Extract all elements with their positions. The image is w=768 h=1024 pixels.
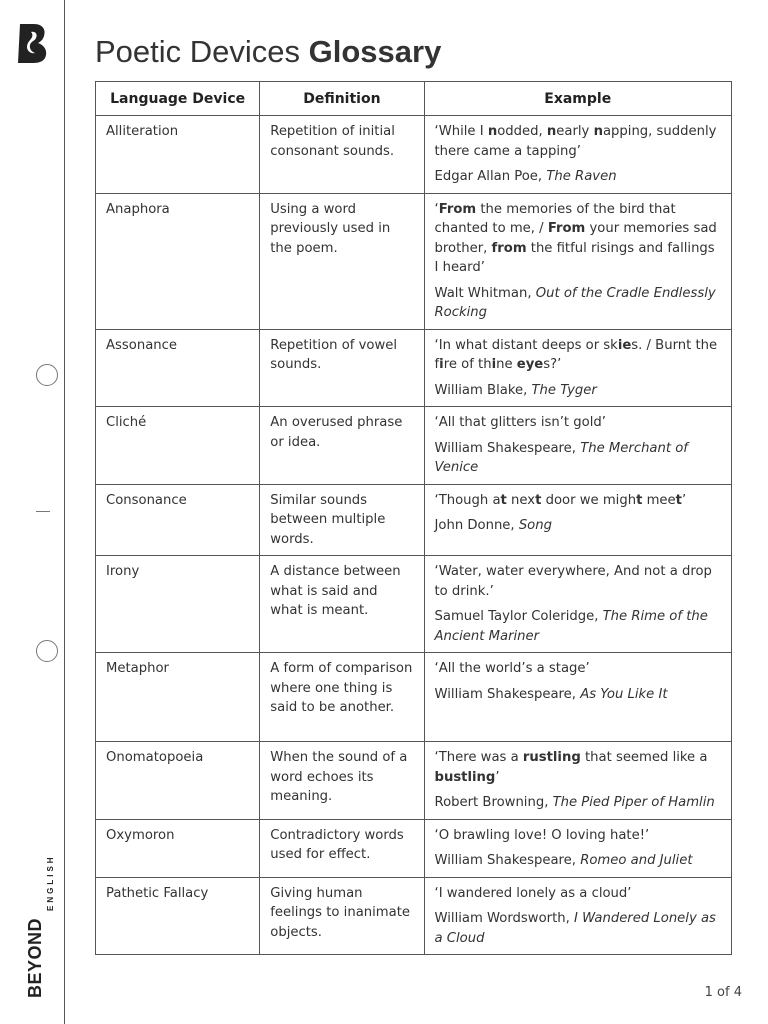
example-source	[435, 685, 722, 705]
example-quote: ‘All the world’s a stage’	[434, 661, 590, 676]
source-author: William Shakespeare,	[434, 440, 581, 456]
definition-cell: A distance between what is said and what is meant.	[260, 556, 424, 653]
definition-cell: When the sound of a word echoes its meaning.	[260, 742, 424, 820]
table-row	[96, 484, 732, 556]
example-quote: ‘There was a rustling that seemed like a bustling’	[434, 750, 708, 785]
table-header-row	[96, 82, 732, 116]
device-cell: Pathetic Fallacy	[96, 877, 260, 955]
table-row	[96, 556, 732, 653]
example-quote: ‘While I nodded, nearly napping, suddenly there came a tapping’	[434, 124, 717, 159]
device-cell: Onomatopoeia	[96, 742, 260, 820]
example-source	[435, 851, 722, 871]
device-cell: Assonance	[96, 329, 260, 407]
example-cell	[424, 407, 732, 485]
device-cell: Consonance	[96, 484, 260, 556]
example-quote: ‘From the memories of the bird that chanted to me, / From your memories sad brother, from the fitful risings and fallings I heard’	[434, 201, 717, 275]
example-quote: ‘All that glitters isn’t gold’	[434, 415, 606, 430]
example-cell	[424, 116, 732, 194]
device-cell: Anaphora	[96, 193, 260, 329]
example-source	[435, 607, 722, 646]
example-cell	[424, 556, 732, 653]
source-work-title: The Pied Piper of Hamlin	[552, 795, 715, 810]
source-work-title: Song	[518, 518, 552, 533]
page-title	[95, 34, 441, 70]
source-author: John Donne,	[434, 518, 519, 533]
example-source	[435, 439, 722, 478]
source-work-title: As You Like It	[580, 686, 668, 702]
title-bold: Glossary	[308, 34, 442, 69]
device-cell: Cliché	[96, 407, 260, 485]
definition-cell: Repetition of initial consonant sounds.	[260, 116, 424, 194]
definition-cell: Similar sounds between multiple words.	[260, 484, 424, 556]
definition-cell: Giving human feelings to inanimate objects.	[260, 877, 424, 955]
example-cell	[424, 819, 732, 877]
punch-hole-top	[36, 364, 58, 386]
example-quote: ‘Though at next door we might meet’	[434, 492, 687, 508]
definition-cell: Contradictory words used for effect.	[260, 819, 424, 877]
example-cell	[424, 653, 732, 742]
example-source	[435, 284, 722, 323]
glossary-table	[95, 81, 732, 955]
header-definition: Definition	[260, 82, 424, 116]
table-row	[96, 407, 732, 485]
example-cell	[424, 742, 732, 820]
table-row	[96, 653, 732, 742]
table-row	[96, 819, 732, 877]
example-quote: ‘Water, water everywhere, And not a drop to drink.’	[434, 564, 712, 599]
fold-mark	[36, 511, 50, 512]
example-source	[435, 167, 722, 187]
header-language-device: Language Device	[96, 82, 260, 116]
table-row	[96, 329, 732, 407]
example-cell	[424, 484, 732, 556]
table-row	[96, 116, 732, 194]
source-author: William Shakespeare,	[434, 686, 581, 702]
example-quote: ‘I wandered lonely as a cloud’	[434, 885, 632, 901]
punch-hole-bottom	[36, 640, 58, 662]
source-work-title: I Wandered Lonely as a Cloud	[434, 911, 716, 946]
example-source	[435, 909, 722, 948]
header-example: Example	[424, 82, 732, 116]
example-quote: ‘In what distant deeps or skies. / Burnt the fire of thine eyes?’	[434, 337, 718, 372]
title-regular: Poetic Devices	[95, 34, 309, 69]
definition-cell: Repetition of vowel sounds.	[260, 329, 424, 407]
example-quote: ‘O brawling love! O loving hate!’	[434, 827, 650, 843]
definition-cell: A form of comparison where one thing is said to be another.	[260, 653, 424, 742]
definition-cell: An overused phrase or idea.	[260, 407, 424, 485]
beyond-logo-icon	[16, 22, 50, 64]
example-cell	[424, 193, 732, 329]
source-work-title: The Raven	[546, 169, 617, 184]
example-cell	[424, 329, 732, 407]
table-row	[96, 742, 732, 820]
brand-wordmark	[24, 843, 55, 998]
table-row	[96, 877, 732, 955]
table-row	[96, 193, 732, 329]
page-number: 1 of 4	[704, 985, 742, 1000]
source-work-title: The Merchant of Venice	[434, 440, 688, 475]
example-source	[435, 516, 722, 536]
source-author: Walt Whitman,	[434, 285, 536, 301]
example-source	[435, 793, 722, 813]
device-cell: Alliteration	[96, 116, 260, 194]
definition-cell: Using a word previously used in the poem.	[260, 193, 424, 329]
brand-main: BEYOND	[25, 917, 45, 998]
source-author: William Wordsworth,	[434, 911, 574, 926]
device-cell: Oxymoron	[96, 819, 260, 877]
margin-line	[64, 0, 65, 1024]
example-cell	[424, 877, 732, 955]
device-cell: Metaphor	[96, 653, 260, 742]
source-author: Samuel Taylor Coleridge,	[434, 609, 603, 624]
source-author: Robert Browning,	[434, 795, 553, 810]
source-work-title: Romeo and Juliet	[580, 853, 693, 868]
source-author: Edgar Allan Poe,	[434, 169, 547, 184]
source-author: William Blake,	[434, 382, 532, 398]
source-work-title: The Tyger	[531, 382, 597, 398]
device-cell: Irony	[96, 556, 260, 653]
source-author: William Shakespeare,	[434, 853, 581, 868]
source-work-title: Out of the Cradle Endlessly Rocking	[434, 285, 716, 320]
source-work-title: The Rime of the Ancient Mariner	[434, 609, 708, 644]
brand-sub: ENGLISH	[46, 854, 55, 911]
example-source	[435, 381, 722, 401]
